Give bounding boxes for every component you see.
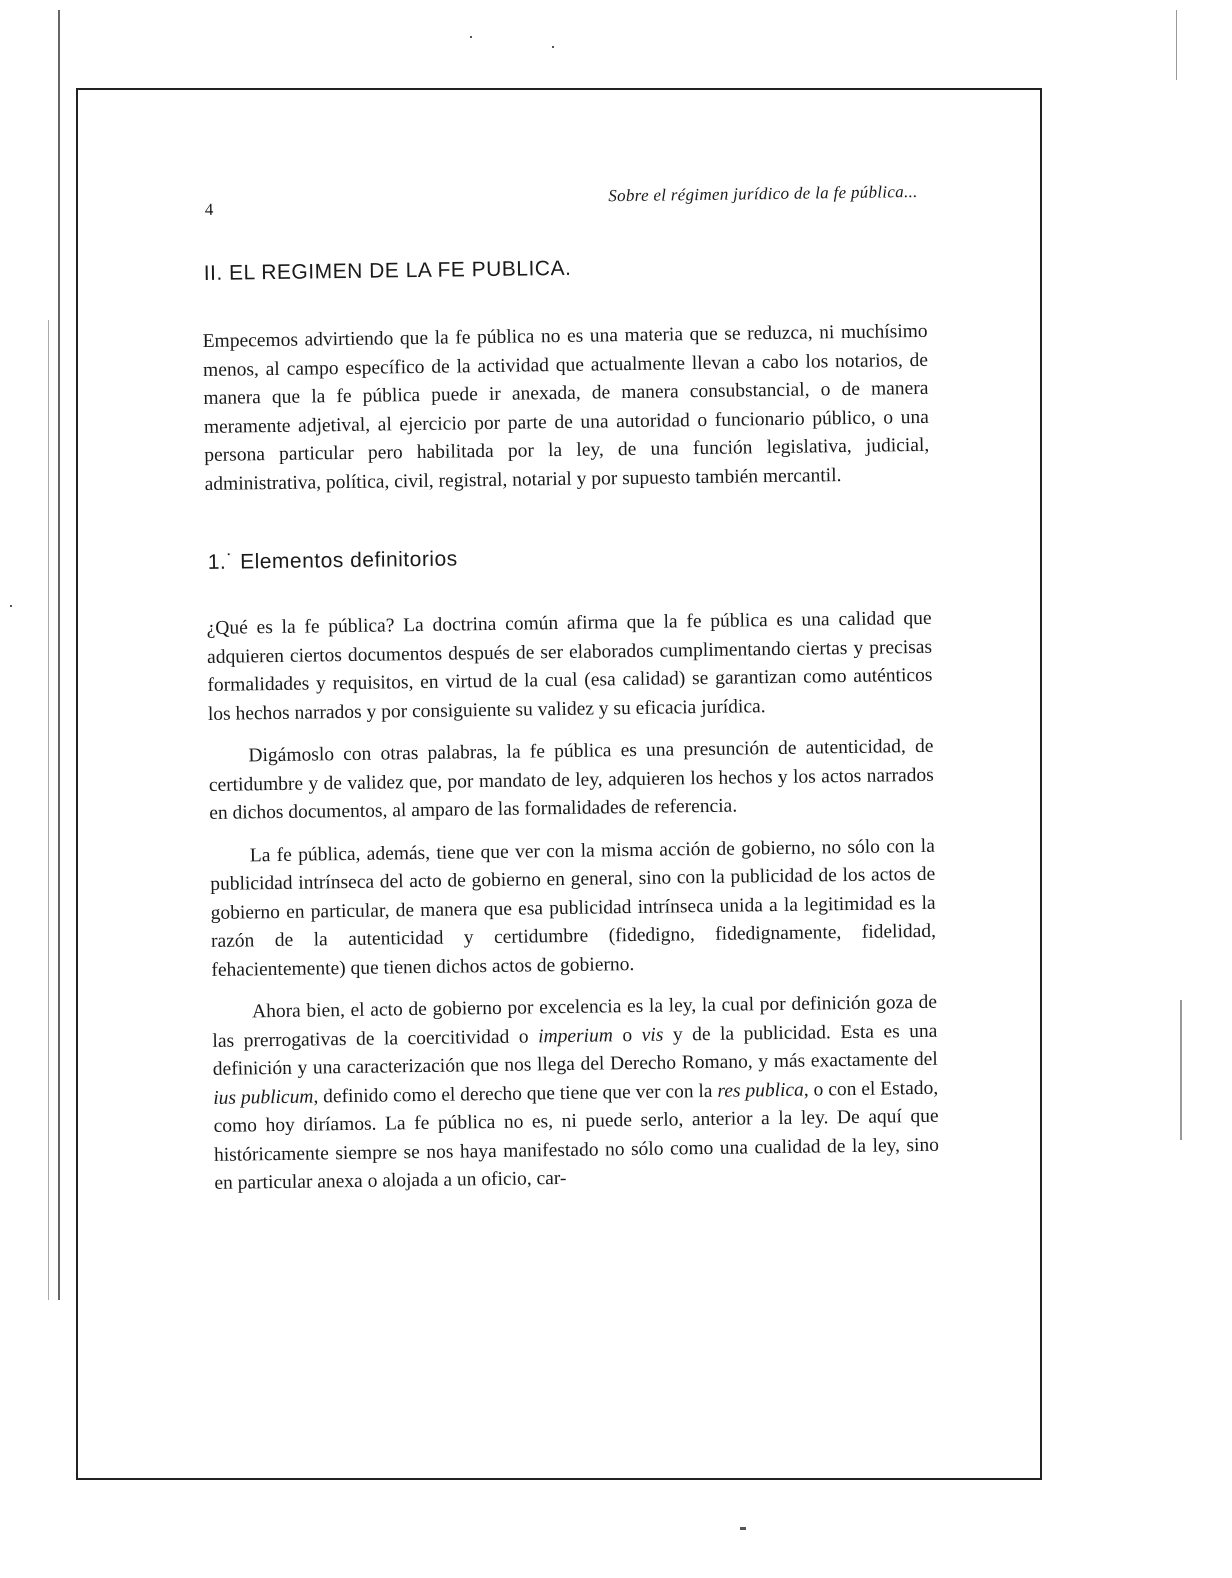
scan-speck — [10, 605, 12, 607]
scan-edge-left — [58, 10, 60, 1300]
scan-edge-left-faint — [48, 320, 49, 1300]
latin-term: imperium — [537, 1024, 614, 1047]
running-title: Sobre el régimen jurídico de la fe pública... — [608, 181, 918, 206]
body-paragraph: ¿Qué es la fe pública? La doctrina común afirma que la fe pública es una calidad que adquieren ciertos documentos después de ser elaborados cumplimentando ciertas y precisas formalidades y requisitos, en virtud de la cual (esa calidad) se garantizan como auténticos los hechos narrados y por consiguiente su validez y su eficacia jurídica. — [206, 607, 933, 725]
page-content — [200, 140, 940, 1199]
scan-edge-right-mid — [1180, 1000, 1182, 1140]
latin-term: res publica — [717, 1079, 804, 1102]
text-run: y de la publicidad. Esta es una definición y una caracterización que nos llega del Derecho Romano, y más exactamente del — [212, 1020, 938, 1080]
subsection-heading: 1.˙ Elementos definitorios — [207, 547, 458, 574]
running-head — [200, 140, 926, 219]
text-run: , o con el Estado, como hoy diríamos. La fe pública no es, ni puede serlo, anterior a la ley. De aquí que históricamente siempre se nos haya manifestado no sólo como una cualidad de la ley, sino en particular anexa o alojada a un oficio, car- — [213, 1077, 940, 1194]
body-paragraph: La fe pública, además, tiene que ver con la misma acción de gobierno, no sólo con la publicidad intrínseca del acto de gobierno en general, sino con la publicidad de los actos de gobierno en particular, de manera que esa publicidad intrínseca unida a la legitimidad es la razón de la autenticidad y certidumbre (fidedigno, fidedignamente, fidelidad, fehacientemente) que tienen dichos actos de gobierno. — [210, 835, 937, 981]
section-intro-paragraph: Empecemos advirtiendo que la fe pública no es una materia que se reduzca, ni muchísimo menos, al campo específico de la actividad que actualmente llevan a cabo los notarios, de manera que la fe pública puede ir anexada, de manera consubstancial, o de manera meramente adjetival, al ejercicio por parte de una autoridad o funcionario público, o una persona particular pero habilitada por la ley, de una función legislativa, judicial, administrativa, política, civil, registral, notarial y por supuesto también mercantil. — [202, 320, 930, 495]
text-run: o — [612, 1024, 642, 1046]
latin-term: ius publicum — [213, 1086, 314, 1109]
body-paragraph: Digámoslo con otras palabras, la fe pública es una presunción de autenticidad, de certidumbre y de validez que, por mandato de ley, adquieren los hechos y los actos narrados en dichos documentos, al amparo de las formalidades de referencia. — [208, 735, 934, 824]
text-run: , definido como el derecho que tiene que ver con la — [313, 1080, 718, 1108]
scan-speck — [552, 46, 554, 48]
page-number: 4 — [204, 199, 214, 219]
latin-term: vis — [641, 1024, 664, 1046]
text-run: Ahora bien, el acto de gobierno por excelencia es la ley, la cual por definición goza de las prerrogativas de la coercitividad o — [212, 991, 938, 1052]
scan-speck — [470, 36, 472, 38]
section-heading: II. EL REGIMEN DE LA FE PUBLICA. — [203, 256, 572, 285]
scan-speck — [740, 1527, 746, 1530]
scan-edge-right-top — [1176, 10, 1177, 80]
body-paragraph-last — [212, 989, 940, 1199]
